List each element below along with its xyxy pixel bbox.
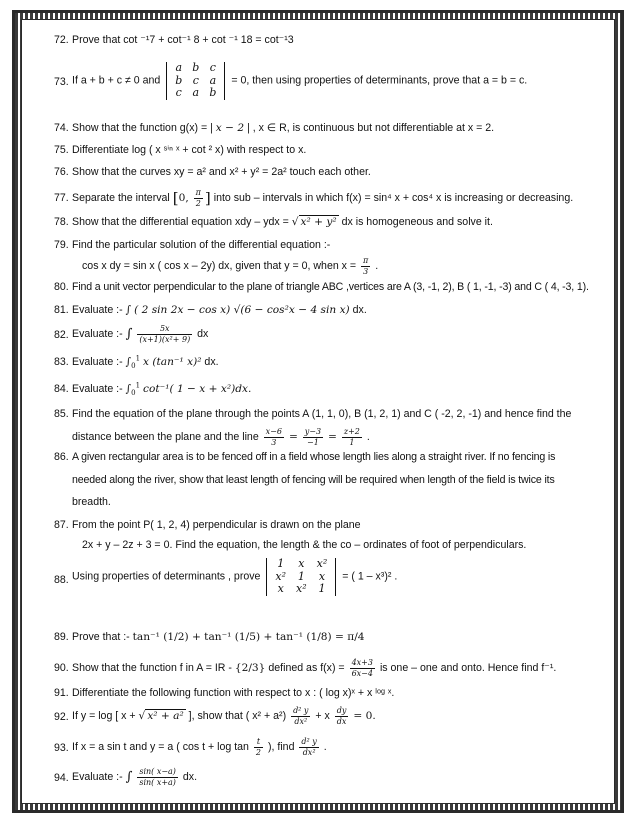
math-expression: ( 2 sin 2x − cos x) √(6 − cos²x − 4 sin x) [134, 304, 350, 316]
question-text-part: If a + b + c ≠ 0 and [72, 74, 161, 87]
integral-sign: ∫ [125, 326, 133, 342]
fraction-denominator: 2 [195, 199, 201, 208]
question-text [72, 737, 327, 758]
question-text-part: . [323, 740, 327, 753]
question-text-part: . [375, 259, 379, 272]
question-number: 83. [54, 356, 69, 368]
fraction-denominator: sin( x+a) [139, 778, 176, 787]
fraction-denominator: 2 [255, 748, 262, 757]
question-text: distance between the plane and the line $\frac{x-6}{3}$ = $\frac{y-3}{-1}$ = $\frac{z+2}{1}$ . [72, 427, 370, 447]
question-text-part: Show that the function f in A = IR - [72, 661, 232, 674]
fraction-numerator: y−3 [304, 427, 322, 436]
question-text: Differentiate log ( x ˢⁱⁿ ˣ + cot ² x) with respect to x. [72, 144, 307, 156]
question-number: 74. [54, 122, 69, 134]
interval-end-fraction [194, 188, 203, 209]
question-text-part: = 0. [353, 709, 376, 722]
question-text-part: dx. [204, 356, 219, 368]
question-text: needed along the river, show that least length of fencing will be required when length of the field is twice its [72, 474, 555, 486]
question-text-part: Show that the function g(x) = | [72, 122, 213, 134]
question-text-part: If x = a sin t and y = a ( cos t + log tan [72, 740, 249, 753]
question-text: breadth. [72, 496, 111, 508]
question-number: 76. [54, 166, 69, 178]
interval-bracket: ] [204, 189, 211, 208]
det-cell: 1 [318, 582, 326, 596]
question-text-part: + x [315, 709, 330, 722]
question-text-part: = ( 1 – x³)² . [342, 570, 398, 583]
question-text-part: cos x dy = sin x ( cos x – 2y) dx, given that y = 0, when x = [82, 259, 357, 272]
question-text-part: dx. [352, 304, 367, 316]
question-text-part: If y = log [ x + [72, 709, 136, 722]
question-text-part: Evaluate :- [72, 356, 123, 368]
math-expression: x² + a² [147, 709, 184, 722]
question-number: 85. [54, 408, 69, 420]
det-cell: b [209, 86, 217, 100]
question-text [72, 558, 397, 596]
line-fraction-y [303, 427, 323, 448]
question-number: 89. [54, 631, 69, 643]
fraction-numerator: z+2 [343, 427, 360, 436]
integral-sign: $\int_0^1$ [125, 354, 141, 371]
fraction-numerator: sin( x−a) [139, 767, 176, 776]
det-cell: c [209, 61, 216, 74]
fraction-denominator: (x+1)(x²+ 9) [139, 335, 191, 344]
question-number: 92. [54, 711, 69, 723]
question-number: 75. [54, 144, 69, 156]
determinant [266, 558, 336, 596]
fraction-denominator: 3 [271, 438, 277, 447]
question-text-part: Separate the interval [72, 191, 170, 204]
question-text-part: into sub – intervals in which f(x) = sin⁴ x + cos⁴ x is increasing or decreasing. [213, 191, 574, 204]
question-text-part: Using properties of determinants , prove [72, 570, 261, 583]
question-text-part: distance between the plane and the line [72, 430, 259, 443]
question-text: Show that the differential equation xdy – ydx = √ x² + y² dx is homogeneous and solve it. [72, 216, 493, 228]
integral-sign: ∫ [125, 769, 133, 785]
first-derivative: $\frac{dy}{dx}$ [336, 706, 347, 726]
question-text-part: Evaluate :- [72, 383, 123, 395]
question-text-part: dx. [182, 770, 198, 783]
question-text-part: ), find [267, 740, 295, 753]
question-text-part: ], show that ( x² + a²) [188, 709, 287, 722]
fraction [361, 256, 370, 277]
question-text-part: defined as f(x) = [268, 661, 345, 674]
fraction-denominator: 3 [363, 267, 369, 276]
question-number: 84. [54, 383, 69, 395]
fraction-numerator: x−6 [265, 427, 282, 436]
question-text: Find the particular solution of the differential equation :- [72, 239, 331, 251]
question-text-part: | , x ∈ R, is continuous but not differentiable at x = 2. [247, 122, 495, 134]
question-number: 91. [54, 687, 69, 699]
question-text-part: dx [197, 327, 209, 340]
question-text: Find a unit vector perpendicular to the plane of triangle ABC ,vertices are A (3, -1, 2), B ( 1, -1, -3) and C ( 4, -3, 1). [72, 281, 589, 293]
question-number: 94. [54, 772, 69, 784]
fraction [350, 658, 375, 679]
question-text [72, 62, 527, 100]
question-text-part: Prove that :- [72, 631, 130, 643]
question-text [72, 356, 219, 369]
fraction [137, 324, 192, 345]
integral-sign: $\int_0^1$ [125, 381, 141, 398]
question-text-part: is one – one and onto. Hence find f⁻¹. [379, 661, 557, 674]
math-expression: tan⁻¹ (1/2) + tan⁻¹ (1/5) + tan⁻¹ (1/8) = π/4 [132, 631, 365, 643]
det-cell: a [175, 61, 183, 74]
question-text: If y = log [ x + √ x² + a² ], show that ( x² + a²) $\frac{\text{d² y}}{\text{dx²}}$ + x $\frac{dy}{dx}$ = 0. [72, 706, 376, 726]
determinant [166, 62, 225, 100]
question-text-part: dx is homogeneous and solve it. [341, 216, 493, 228]
question-text: Show that the function f in A = IR - {2/3} defined as f(x) = $\frac{4x+3}{6x-4}$ is one – one and onto. Hence find f⁻¹. [72, 658, 557, 678]
interval-start: 0, [178, 191, 189, 204]
question-number: 72. [54, 34, 69, 46]
question-text [72, 324, 208, 345]
math-expression: cot⁻¹( 1 − x + x²)dx. [143, 383, 252, 395]
fraction-numerator: t [254, 737, 263, 748]
question-text-part: Show that the differential equation xdy – ydx = [72, 216, 289, 228]
det-cell: x² [275, 569, 287, 583]
second-derivative: $\frac{\text{d² y}}{\text{dx²}}$ [301, 737, 317, 757]
question-number: 86. [54, 451, 69, 463]
fraction-denominator: 1 [349, 438, 355, 447]
excluded-set: 2/3 [241, 661, 259, 674]
det-cell: x [277, 582, 284, 596]
fraction-numerator: 5x [137, 324, 192, 335]
det-cell: a [192, 86, 200, 100]
question-number: 82. [54, 329, 69, 341]
question-text [72, 122, 494, 135]
math-expression: x² + y² [300, 216, 337, 228]
det-cell: b [175, 73, 183, 87]
fraction-numerator: π [195, 188, 201, 197]
question-text-part: Evaluate :- [72, 304, 123, 316]
math-expression: x (tan⁻¹ x)² [143, 356, 202, 368]
det-cell: c [192, 73, 199, 87]
question-text: A given rectangular area is to be fenced off in a field whose length lies along a straight river. If no fencing is [72, 451, 556, 463]
question-text [82, 256, 378, 277]
fraction [254, 737, 263, 758]
det-cell: 1 [277, 557, 285, 570]
question-text: Prove that cot ⁻¹7 + cot⁻¹ 8 + cot ⁻¹ 18 = cot⁻¹3 [72, 34, 294, 46]
question-number: 80. [54, 281, 69, 293]
question-text-part: = 0, then using properties of determinants, prove that a = b = c. [231, 74, 528, 87]
question-text [72, 304, 367, 317]
question-number: 88. [54, 574, 69, 586]
interval-bracket: [ [172, 189, 179, 208]
question-number: 77. [54, 192, 69, 204]
det-cell: a [209, 73, 217, 87]
question-text [72, 383, 251, 396]
question-number: 73. [54, 76, 69, 88]
question-text-part: Evaluate :- [72, 770, 123, 783]
question-text: 2x + y – 2z + 3 = 0. Find the equation, the length & the co – ordinates of foot of perpendiculars. [82, 539, 527, 551]
det-cell: x [318, 569, 326, 583]
question-text: Find the equation of the plane through the points A (1, 1, 0), B (1, 2, 1) and C ( -2, 2, -1) and hence find the [72, 408, 572, 420]
fraction [137, 767, 178, 788]
det-cell: x² [296, 582, 307, 596]
second-derivative: $\frac{\text{d² y}}{\text{dx²}}$ [293, 706, 309, 726]
fraction-numerator: π [363, 256, 369, 265]
fraction-denominator: 6x−4 [351, 669, 373, 678]
question-number: 87. [54, 519, 69, 531]
line-fraction-x [264, 427, 284, 448]
det-cell: x² [316, 557, 328, 570]
fraction-numerator: 4x+3 [351, 658, 373, 667]
line-fraction-z [342, 427, 362, 448]
question-text [72, 188, 573, 209]
question-number: 79. [54, 239, 69, 251]
question-text [72, 631, 365, 644]
question-text [72, 767, 197, 788]
math-expression: x − 2 [215, 122, 245, 134]
question-number: 78. [54, 216, 69, 228]
question-text-part: Evaluate :- [72, 327, 123, 340]
integral-sign: ∫ [125, 304, 132, 316]
det-cell: c [175, 86, 182, 100]
det-cell: 1 [297, 569, 305, 583]
det-cell: x [298, 557, 305, 570]
det-cell: b [192, 61, 200, 74]
question-text: Show that the curves xy = a² and x² + y² = 2a² touch each other. [72, 166, 371, 178]
question-text-part: . [366, 430, 370, 443]
question-text: From the point P( 1, 2, 4) perpendicular is drawn on the plane [72, 519, 361, 531]
question-number: 90. [54, 662, 69, 674]
question-number: 93. [54, 742, 69, 754]
fraction-denominator: −1 [307, 438, 319, 447]
question-text: Differentiate the following function with respect to x : ( log x)ˣ + x ˡᵒᵍ ˣ. [72, 687, 395, 699]
question-number: 81. [54, 304, 69, 316]
